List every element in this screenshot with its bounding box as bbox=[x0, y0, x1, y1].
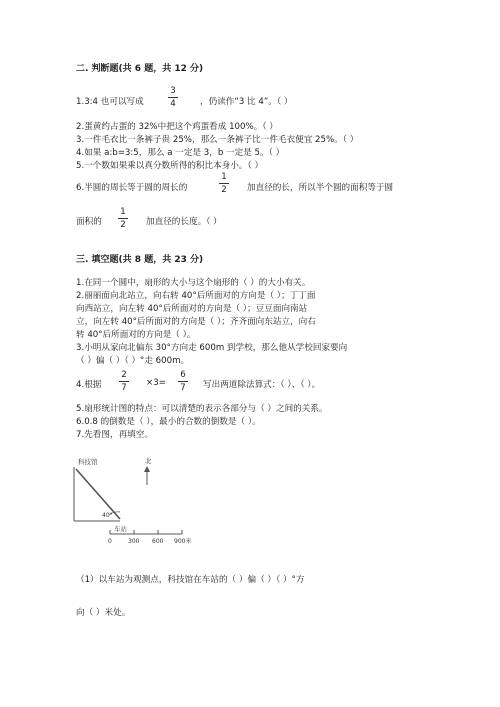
fill-q4-prefix: 4.根据 bbox=[76, 380, 102, 390]
fill-q7-sub1-line1: （1）以车站为观测点，科技馆在车站的（ ）偏（ ）（ ）°方 bbox=[76, 575, 305, 585]
fraction-numerator: 3 bbox=[170, 86, 176, 96]
fraction-numerator: 2 bbox=[121, 370, 127, 380]
judge-q6-prefix: 6.半圆的周长等于圆的周长的 bbox=[76, 183, 188, 193]
fill-q7: 7.先看图，再填空。 bbox=[76, 430, 153, 440]
fill-q7-sub1-line2: 向（ ）米处。 bbox=[76, 608, 131, 618]
judge-q1-suffix: ，仍读作“3 比 4”。（ ） bbox=[200, 97, 293, 107]
scale-bar bbox=[108, 528, 193, 548]
scale-label-900: 900米 bbox=[174, 538, 192, 545]
judge-q3: 3.一件毛衣比一条裤子贵 25%，那么一条裤子比一件毛衣便宜 25%。（ ） bbox=[76, 135, 359, 145]
angle-label: 40° bbox=[102, 512, 113, 519]
fill-q2-line1: 2.丽丽面向北站立，向右转 40°后所面对的方向是（ ）；丁丁面 bbox=[76, 291, 316, 301]
fraction-bar bbox=[119, 381, 129, 382]
scale-label-0: 0 bbox=[108, 538, 112, 545]
fill-q4-fraction-2 bbox=[178, 370, 188, 393]
judge-q6-fraction-2 bbox=[118, 207, 128, 230]
judge-q5: 5.一个数如果乘以真分数所得的积比本身小。（ ） bbox=[76, 161, 264, 171]
judge-q6-middle: 加直径的长，所以半个圆的面积等于圆 bbox=[247, 183, 394, 193]
judge-q6-suffix: 加直径的长度。（ ） bbox=[146, 217, 222, 227]
judge-q6-continued: 面积的 bbox=[76, 217, 102, 227]
section-3-title: 三. 填空题(共 8 题，共 23 分) bbox=[76, 255, 204, 265]
fraction-denominator: 7 bbox=[180, 383, 186, 393]
judge-q6-fraction bbox=[219, 172, 229, 195]
judge-q4: 4.如果 a:b=3:5，那么 a 一定是 3，b 一定是 5。（ ） bbox=[76, 148, 285, 158]
fill-q3-line2: （ ）偏（ ）（ ）°走 600m。 bbox=[76, 356, 190, 366]
fraction-numerator: 6 bbox=[180, 370, 186, 380]
fraction-numerator: 1 bbox=[120, 207, 126, 217]
fill-q4-suffix: 写出两道除法算式：（ ）、（ ）。 bbox=[203, 380, 321, 390]
judge-q1-prefix: 1.3:4 也可以写成 bbox=[76, 97, 144, 107]
fraction-denominator: 2 bbox=[221, 185, 227, 195]
station-label: 车站 bbox=[114, 525, 127, 533]
fill-q1: 1.在同一个圆中，扇形的大小与这个扇形的（ ）的大小有关。 bbox=[76, 278, 311, 288]
fraction-bar bbox=[118, 218, 128, 219]
fill-q4-operator: ×3= bbox=[146, 378, 166, 388]
fill-q4-fraction-1 bbox=[119, 370, 129, 393]
fraction-bar bbox=[219, 183, 229, 184]
judge-q1-fraction bbox=[168, 86, 178, 109]
scale-label-300: 300 bbox=[128, 538, 140, 545]
north-arrow-head bbox=[144, 466, 150, 472]
fraction-denominator: 7 bbox=[121, 383, 127, 393]
judge-q2: 2.蛋黄约占蛋的 32%中把这个鸡蛋看成 100%。（ ） bbox=[76, 122, 278, 132]
fraction-denominator: 4 bbox=[170, 99, 176, 109]
fill-q2-line4: 转 40°后所面对的方向是（ ）。 bbox=[76, 330, 196, 340]
scale-label-600: 600 bbox=[152, 538, 164, 545]
fraction-denominator: 2 bbox=[120, 220, 126, 230]
fraction-numerator: 1 bbox=[221, 172, 227, 182]
north-label: 北 bbox=[145, 457, 152, 465]
fraction-bar bbox=[168, 97, 178, 98]
section-2-title: 二. 判断题(共 6 题，共 12 分) bbox=[76, 64, 204, 74]
fraction-bar bbox=[178, 381, 188, 382]
museum-to-station-line bbox=[76, 469, 120, 519]
museum-label: 科技馆 bbox=[78, 458, 98, 466]
fill-q6: 6.0.8 的倒数是（ ），最小的合数的倒数是（ ）。 bbox=[76, 417, 261, 427]
fill-q2-line3: 立，向左转 40°后所面对的方向是（ ）；齐齐面向东站立，向右 bbox=[76, 317, 316, 327]
fill-q5: 5.扇形统计图的特点：可以清楚的表示各部分与（ ）之间的关系。 bbox=[76, 404, 328, 414]
fill-q3-line1: 3.小明从家向北偏东 30°方向走 600m 到学校，那么他从学校回家要向 bbox=[76, 343, 348, 353]
fill-q2-line2: 向西站立，向左转 40°后所面对的方向是（ ）；豆豆面向南站 bbox=[76, 304, 308, 314]
